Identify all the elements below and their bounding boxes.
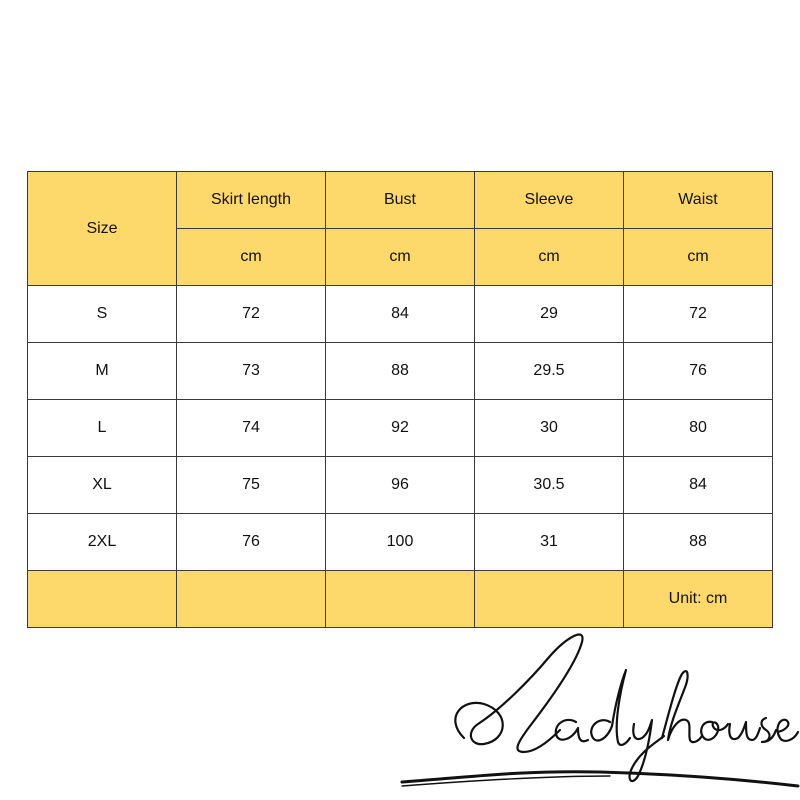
size-cell: 2XL: [28, 514, 177, 571]
table-cell: 74: [177, 400, 326, 457]
empty-cell: [326, 571, 475, 628]
brand-logo: [400, 620, 800, 800]
table-row: [28, 343, 773, 400]
table-cell: 100: [326, 514, 475, 571]
table-row: [28, 457, 773, 514]
empty-cell: [177, 571, 326, 628]
unit-cell: cm: [177, 229, 326, 286]
unit-cell: cm: [326, 229, 475, 286]
column-header-sleeve: Sleeve: [475, 172, 624, 229]
table-cell: 29: [475, 286, 624, 343]
header-row: [28, 172, 773, 229]
size-chart-table: [27, 171, 773, 628]
table-cell: 72: [177, 286, 326, 343]
table-cell: 75: [177, 457, 326, 514]
unit-cell: cm: [624, 229, 773, 286]
table-row: [28, 400, 773, 457]
empty-cell: [28, 571, 177, 628]
table-cell: 84: [624, 457, 773, 514]
table-cell: 88: [624, 514, 773, 571]
column-header-bust: Bust: [326, 172, 475, 229]
table-cell: 76: [624, 343, 773, 400]
empty-cell: [475, 571, 624, 628]
table-row: [28, 514, 773, 571]
size-cell: XL: [28, 457, 177, 514]
column-header-waist: Waist: [624, 172, 773, 229]
table-cell: 30: [475, 400, 624, 457]
column-header-skirt-length: Skirt length: [177, 172, 326, 229]
table-cell: 31: [475, 514, 624, 571]
footer-row: [28, 571, 773, 628]
table-cell: 88: [326, 343, 475, 400]
size-cell: M: [28, 343, 177, 400]
size-cell: L: [28, 400, 177, 457]
table-cell: 76: [177, 514, 326, 571]
table-cell: 72: [624, 286, 773, 343]
table-cell: 84: [326, 286, 475, 343]
unit-note: Unit: cm: [624, 571, 773, 628]
table-cell: 80: [624, 400, 773, 457]
size-header-cell: Size: [28, 172, 177, 286]
table-cell: 92: [326, 400, 475, 457]
unit-cell: cm: [475, 229, 624, 286]
size-cell: S: [28, 286, 177, 343]
table-cell: 29.5: [475, 343, 624, 400]
table-cell: 73: [177, 343, 326, 400]
ladyhouse-signature-logo: [400, 620, 800, 800]
table-cell: 30.5: [475, 457, 624, 514]
table-row: [28, 286, 773, 343]
table-cell: 96: [326, 457, 475, 514]
